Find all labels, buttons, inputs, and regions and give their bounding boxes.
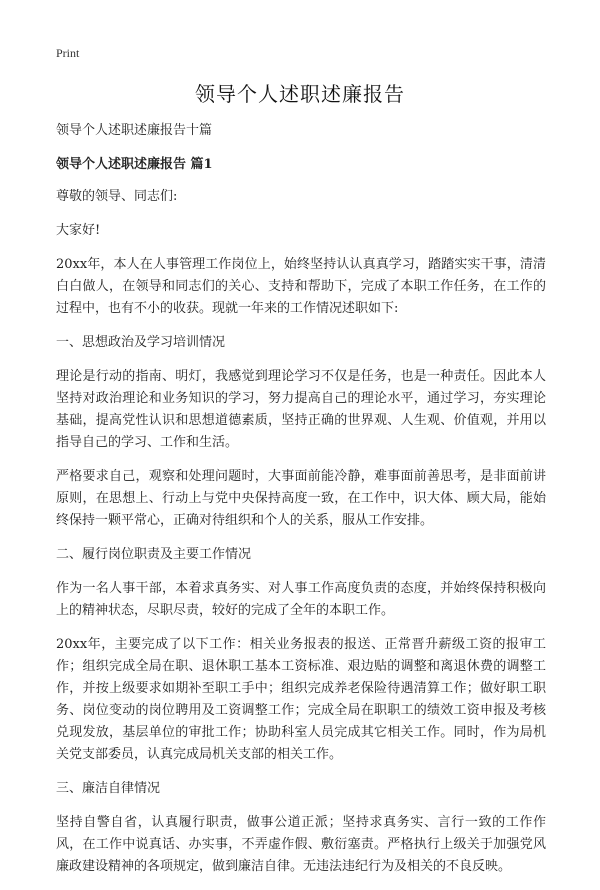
intro-paragraph: 20xx年，本人在人事管理工作岗位上，始终坚持认认真真学习，踏踏实实干事，清清白白做人，在领导和同志们的关心、支持和帮助下，完成了本职工作任务，在工作的过程中，也有不小的收获。现就一年来的工作情况述职如下: (56, 257, 546, 316)
section3-paragraph-1: 坚持自警自省，认真履行职责，做事公道正派；坚持求真务实、言行一致的工作作风，在工作中说真话、办实事，不弄虚作假、敷衍塞责。严格执行上级关于加强党风廉政建设精神的各项规定，做到廉洁自律。无违法违纪行为及相关的不良反映。 (56, 815, 546, 874)
section1-paragraph-2: 严格要求自己，观察和处理问题时，大事面前能冷静，难事面前善思考，是非面前讲原则，在思想上、行动上与党中央保持高度一致，在工作中，识大体、顾大局，能始终保持一颗平常心，正确对待组织和个人的关系，服从工作安排。 (56, 469, 546, 528)
section2-paragraph-2: 20xx年，主要完成了以下工作：相关业务报表的报送、正常晋升薪级工资的报审工作；组织完成全局在职、退休职工基本工资标准、艰边贴的调整和离退休费的调整工作，并按上级要求如期补至职工手中；组织完成养老保险待遇清算工作；做好职工职务、岗位变动的岗位聘用及工资调整工作；完成全局在职职工的绩效工资申报及考核兑现发放，基层单位的审批工作；协助科室人员完成其它相关工作。同时，作为局机关党支部委员，认真完成局机关支部的相关工作。 (56, 637, 546, 762)
section-heading-2: 二、履行岗位职责及主要工作情况 (56, 547, 252, 562)
section-heading-1: 一、思想政治及学习培训情况 (56, 335, 226, 350)
salutation: 尊敬的领导、同志们: (56, 189, 178, 204)
section1-paragraph-1: 理论是行动的指南、明灯，我感觉到理论学习不仅是任务，也是一种责任。因此本人坚持对政治理论和业务知识的学习，努力提高自己的理论水平，通过学习，夯实理论基础，提高党性认识和思想道德素质，坚持正确的世界观、人生观、价值观，并用以指导自己的学习、工作和生活。 (56, 369, 546, 450)
page-title: 领导个人述职述廉报告 (195, 82, 405, 106)
print-link[interactable]: Print (56, 46, 80, 60)
greeting: 大家好! (56, 223, 101, 238)
section2-paragraph-1: 作为一名人事干部，本着求真务实、对人事工作高度负责的态度，并始终保持积极向上的精神状态，尽职尽责，较好的完成了全年的本职工作。 (56, 581, 546, 618)
document-body (56, 120, 546, 890)
document-subtitle: 领导个人述职述廉报告十篇 (56, 123, 213, 138)
article-title: 领导个人述职述廉报告 篇1 (56, 157, 213, 172)
section-heading-3: 三、廉洁自律情况 (56, 781, 161, 796)
